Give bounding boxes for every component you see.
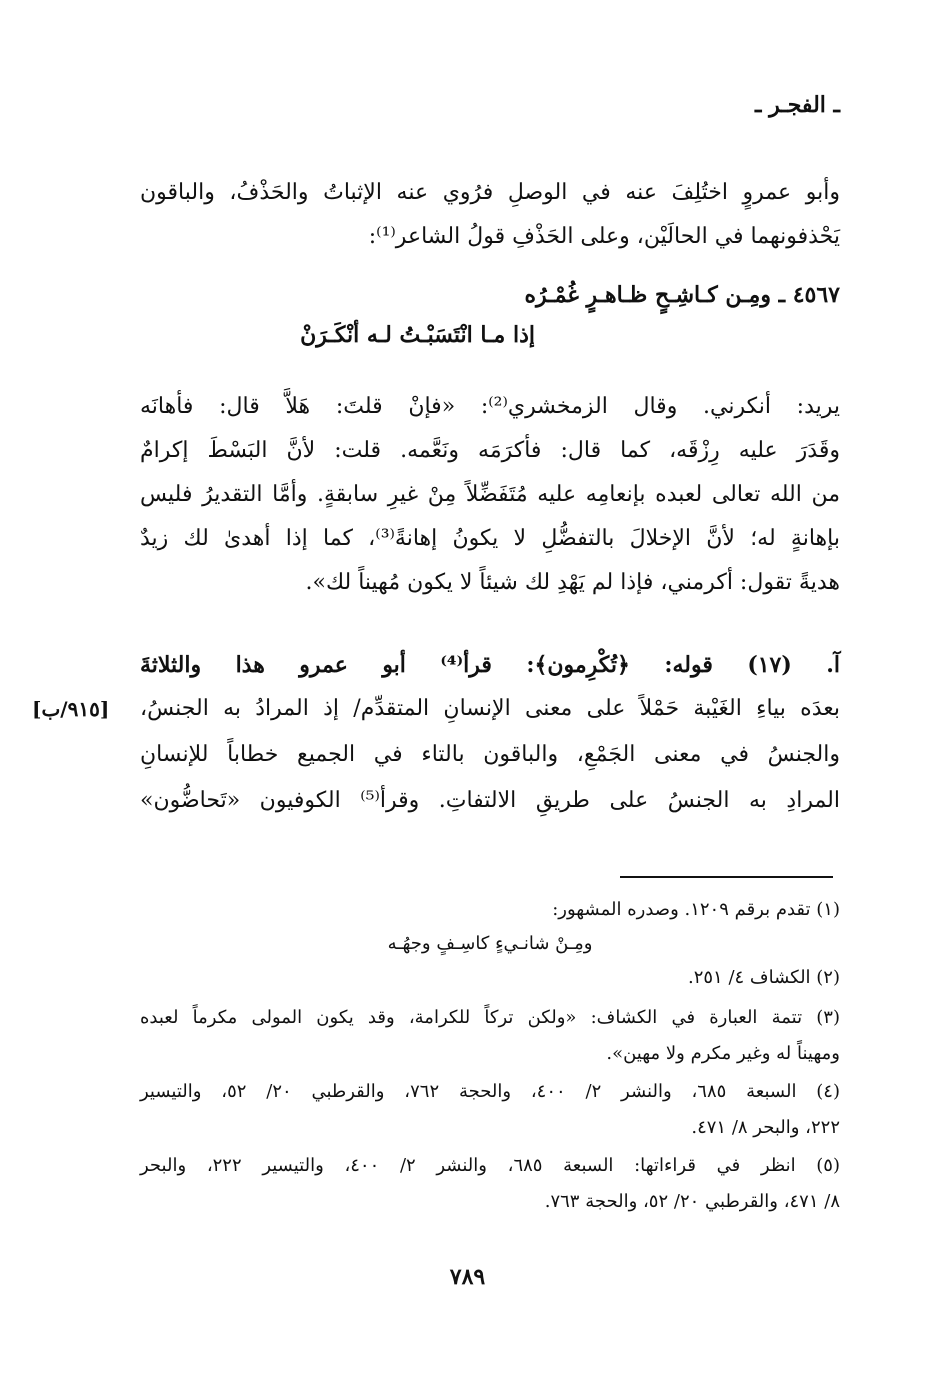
body-line: وأبو عمروٍ اختُلِفَ عنه في الوصلِ فرُوي عنه الإثباتُ والحَذْفُ، والباقون (140, 180, 840, 205)
footnote-3: (٣) تتمة العبارة في الكشاف: «ولكن تركاً للكرامة، وقد يكون المولى مكرماً لعبده (140, 1007, 840, 1028)
footnote-3-cont: ومهيناً له وغير مكرم ولا مهين». (606, 1043, 840, 1064)
footnote-4-cont: ٢٢٢، والبحر ٨/ ٤٧١. (691, 1117, 840, 1138)
verse-line (524, 282, 840, 308)
body-line: يريد: أنكرني. وقال الزمخشري⁽²⁾: «فإنْ قلتَ: هَلاَّ قال: فأهانَه (140, 394, 840, 419)
running-head: ـ الفجـر ـ (755, 92, 840, 118)
body-line: هديةً تقول: أكرمني، فإذا لم يَهْدِ لك شيئاً لا يكون مُهيناً لك». (305, 570, 840, 595)
footnote-5-cont: ٨/ ٤٧١، والقرطبي ٢٠/ ٥٢، والحجة ٧٦٣. (544, 1191, 840, 1212)
footnote-1-verse: ومِـنْ شانـيءٍ كاسِـفٍ وجهُـه (387, 933, 593, 954)
body-line: وقَدَرَ عليه رِزْقَه، كما قال: فأكرَمَه ونَعَّمه. قلت: لأنَّ البَسْطَ إكرامٌ (140, 438, 840, 463)
footnote-5: (٥) انظر في قراءاتها: السبعة ٦٨٥، والنشر ٢/ ٤٠٠، والتيسير ٢٢٢، والبحر (140, 1155, 840, 1176)
verse-hemistich-1: ومِـن كـاشِـحٍ ظـاهـرٍ غُمْـرُه (524, 282, 771, 308)
page-number: ٧٨٩ (449, 1264, 486, 1290)
marginal-reference: [٩١٥/ب] (32, 697, 110, 721)
footnote-4: (٤) السبعة ٦٨٥، والنشر ٢/ ٤٠٠، والحجة ٧٦٢، والقرطبي ٢٠/ ٥٢، والتيسير (140, 1081, 840, 1102)
verse-line (300, 322, 535, 348)
body-line: آ. (١٧) قوله: ﴿تُكْرِمون﴾: قرأ⁽⁴⁾ أبو عمرو هذا والثلاثةَ (140, 652, 840, 678)
footnote-2: (٢) الكشاف ٤/ ٢٥١. (687, 967, 840, 988)
body-line: والجنسُ في معنى الجَمْعِ، والباقون بالتاء في الجميع خطاباً للإنسانِ (140, 742, 840, 767)
verse-hemistich-2: إذا مـا انْتَسَبْـتُ لـه أنْكَـرَنْ (300, 322, 535, 348)
body-line: بعدَه بياءِ الغَيْبة حَمْلاً على معنى الإنسانِ المتقدِّم/ إذ المرادُ به الجنسُ، (140, 696, 840, 721)
body-line: المرادِ به الجنسُ على طريقِ الالتفاتِ. وقرأ⁽⁵⁾ الكوفيون «تَحاضُّون» (140, 788, 840, 813)
verse-number: ٤٥٦٧ ـ (778, 282, 840, 308)
body-line: بإهانةٍ له؛ لأنَّ الإخلالَ بالتفضُّلِ لا يكونُ إهانةً⁽³⁾، كما إذا أهدىٰ لك زيدٌ (140, 526, 840, 551)
body-line: من الله تعالى لعبده بإنعامِه عليه مُتَفَضِّلاً مِنْ غيرِ سابقةٍ. وأمَّا التقديرُ فليس (140, 482, 840, 507)
footnote-1: (١) تقدم برقم ١٢٠٩. وصدره المشهور: (552, 899, 840, 920)
footnote-separator (620, 876, 833, 878)
body-line: يَحْذفونهما في الحالَيْن، وعلى الحَذْفِ قولُ الشاعر⁽¹⁾: (368, 224, 840, 249)
